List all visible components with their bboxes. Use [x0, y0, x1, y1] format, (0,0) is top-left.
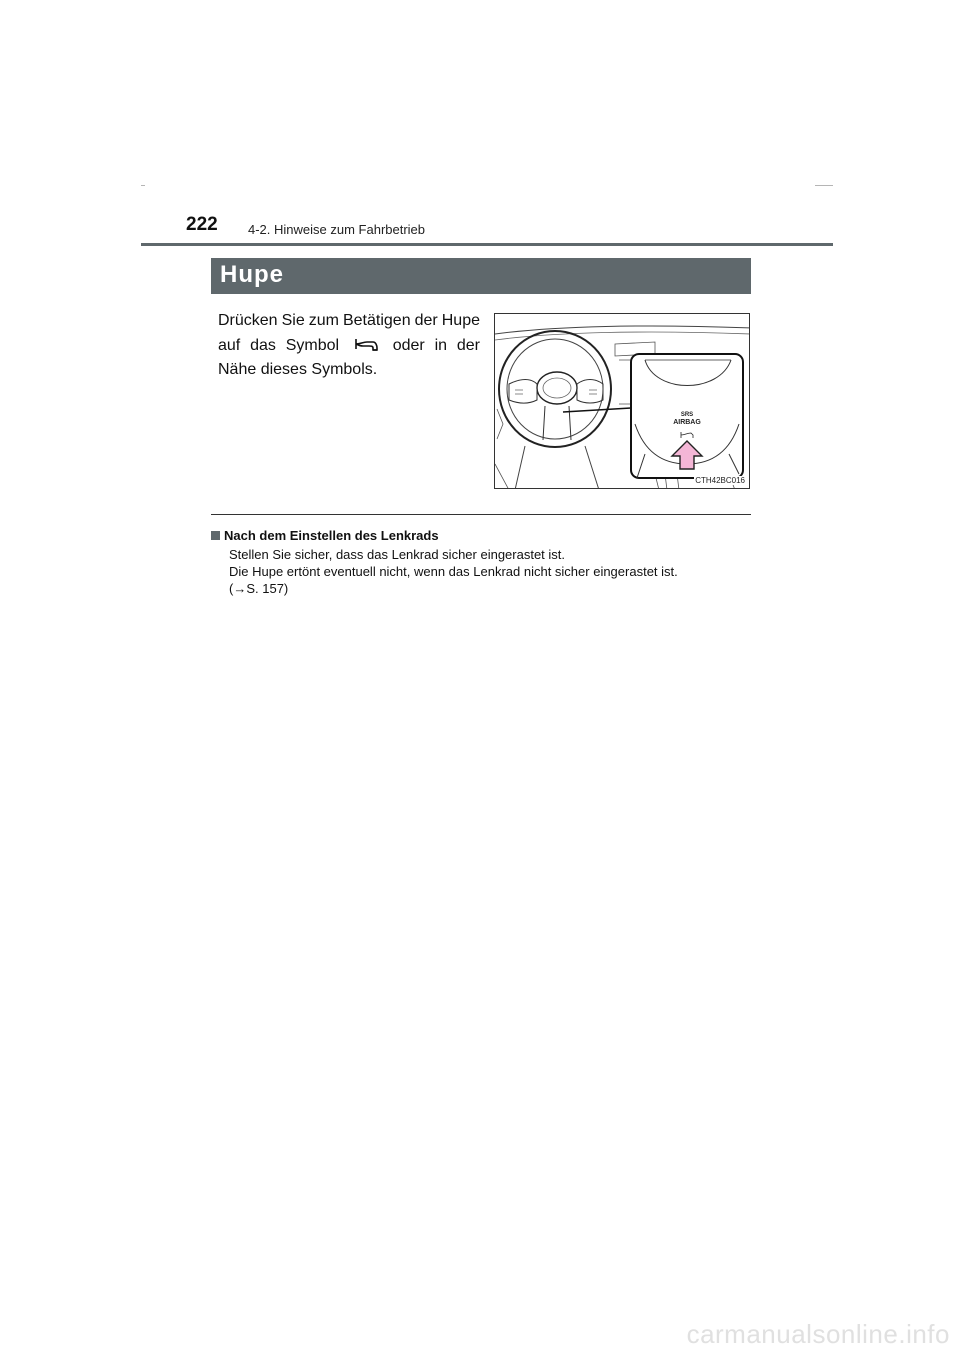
srs-label: SRS	[680, 412, 694, 418]
intro-line-3: Nähe dieses Symbols.	[218, 361, 378, 378]
intro-line-1: Drücken Sie zum Betätigen der Hupe	[218, 312, 480, 329]
section-title: Hupe	[220, 261, 284, 288]
chapter-heading: 4-2. Hinweise zum Fahrbetrieb	[248, 222, 426, 237]
steering-wheel-drawing	[495, 314, 750, 489]
airbag-label: AIRBAG	[673, 419, 701, 426]
watermark: carmanualsonline.info	[686, 1319, 950, 1349]
arrow-right-icon: →	[233, 581, 247, 596]
note-line-1: Stellen Sie sicher, dass das Lenkrad sicher eingerastet ist.	[229, 547, 566, 562]
crop-mark-right	[815, 185, 833, 186]
intro-line-2: auf das Symbol oder in der	[218, 334, 480, 359]
page-number: 222	[186, 214, 218, 235]
crop-mark-left	[141, 185, 145, 186]
header-rule	[141, 243, 833, 246]
note-line-2: Die Hupe ertönt eventuell nicht, wenn das Lenkrad nicht sicher eingerastet ist.	[229, 564, 678, 579]
page-reference-link[interactable]: S. 157)	[246, 581, 289, 596]
note-line-3: (→S. 157)	[229, 581, 289, 596]
note-heading: Nach dem Einstellen des Lenkrads	[211, 528, 439, 543]
intro-paragraph	[218, 309, 480, 383]
figure-code: CTH42BC016	[695, 476, 745, 485]
horn-icon	[349, 334, 383, 354]
bullet-square-icon	[211, 531, 220, 540]
steering-wheel-illustration	[494, 313, 750, 489]
note-body	[229, 546, 678, 597]
section-title-bar	[211, 258, 751, 294]
section-divider	[211, 514, 751, 515]
